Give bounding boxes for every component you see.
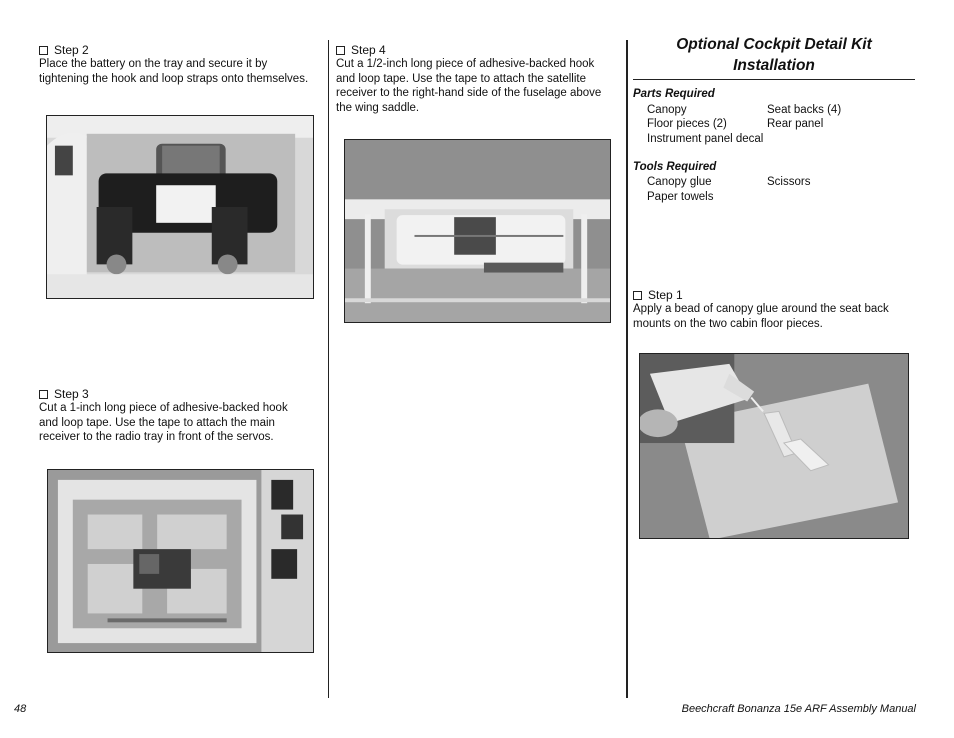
step4-text bbox=[336, 57, 621, 115]
column-divider-right bbox=[626, 40, 628, 698]
canopy-glue-photo bbox=[639, 353, 909, 539]
step3-label: Step 3 bbox=[54, 387, 89, 401]
parts-required-heading: Parts Required bbox=[633, 88, 715, 100]
part-item: Floor pieces (2) bbox=[647, 118, 727, 130]
title-underline bbox=[633, 79, 915, 80]
step3-text-line: Cut a 1-inch long piece of adhesive-backed hook bbox=[39, 402, 288, 414]
step4-text-line: and loop tape. Use the tape to attach the satellite bbox=[336, 72, 586, 85]
tool-item: Scissors bbox=[767, 176, 811, 188]
step1-text-line: Apply a bead of canopy glue around the seat back bbox=[633, 303, 889, 315]
step3-text-line: and loop tape. Use the tape to attach the main bbox=[39, 416, 275, 429]
step2-text bbox=[39, 57, 329, 86]
step2-text-line: Place the battery on the tray and secure it by bbox=[39, 58, 268, 70]
main-receiver-photo bbox=[47, 469, 314, 653]
battery-tray-photo bbox=[46, 115, 314, 299]
step4-text-line: the wing saddle. bbox=[336, 101, 420, 114]
step3-checkbox[interactable] bbox=[39, 390, 48, 399]
part-item: Rear panel bbox=[767, 118, 824, 130]
tools-required-heading: Tools Required bbox=[633, 161, 717, 173]
manual-title: Beechcraft Bonanza 15e ARF Assembly Manual bbox=[681, 703, 916, 715]
section-title-line: Optional Cockpit Detail Kit bbox=[676, 36, 872, 53]
step2-text-line: tightening the hook and loop straps onto themselves. bbox=[39, 72, 309, 85]
tool-item: Canopy glue bbox=[647, 176, 712, 188]
step3-text bbox=[39, 401, 329, 445]
step1-label: Step 1 bbox=[648, 288, 683, 302]
step4-label: Step 4 bbox=[351, 43, 386, 57]
step1-text-line: mounts on the two cabin floor pieces. bbox=[633, 317, 823, 330]
step1-heading bbox=[633, 288, 683, 302]
step1-text bbox=[633, 302, 918, 331]
satellite-receiver-photo bbox=[344, 139, 611, 323]
step4-text-line: receiver to the right-hand side of the fuselage above bbox=[336, 87, 602, 100]
part-item: Seat backs (4) bbox=[767, 104, 842, 116]
step4-heading bbox=[336, 43, 386, 57]
step3-text-line: receiver to the radio tray in front of the servos. bbox=[39, 431, 274, 444]
column-divider-left bbox=[328, 40, 329, 698]
part-item: Canopy bbox=[647, 104, 687, 116]
step4-text-line: Cut a 1/2-inch long piece of adhesive-backed hook bbox=[336, 58, 595, 70]
tool-item: Paper towels bbox=[647, 191, 714, 203]
section-title bbox=[633, 34, 915, 76]
part-item: Instrument panel decal bbox=[647, 133, 764, 145]
page-number: 48 bbox=[14, 703, 27, 715]
step2-label: Step 2 bbox=[54, 43, 89, 57]
step4-checkbox[interactable] bbox=[336, 46, 345, 55]
step3-heading bbox=[39, 387, 89, 401]
step1-checkbox[interactable] bbox=[633, 291, 642, 300]
section-title-line: Installation bbox=[733, 57, 815, 74]
step2-heading bbox=[39, 43, 89, 57]
step2-checkbox[interactable] bbox=[39, 46, 48, 55]
